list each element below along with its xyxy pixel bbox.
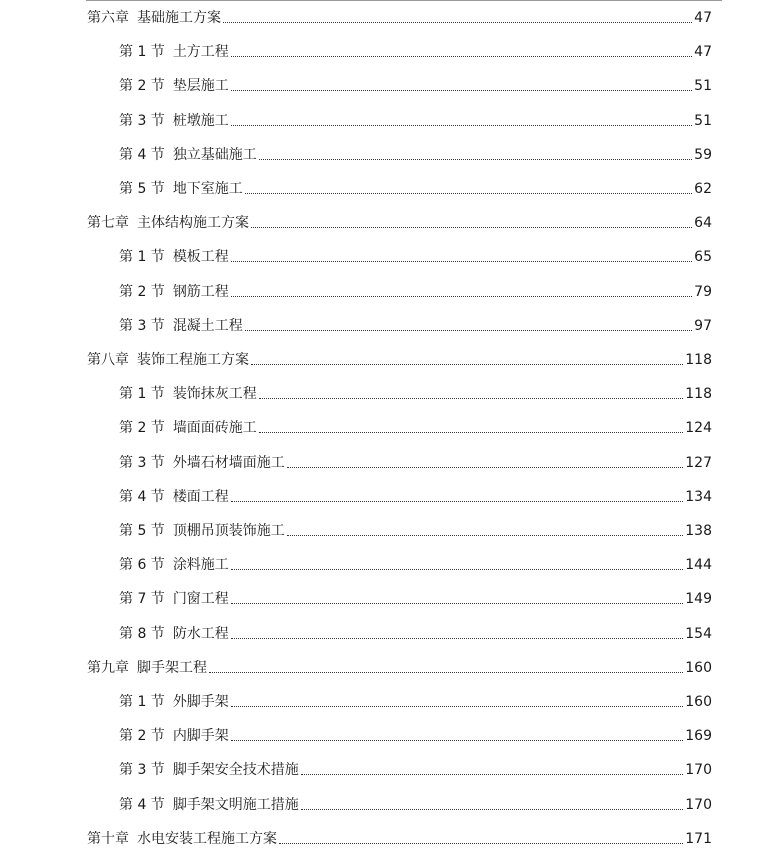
toc-entry-label xyxy=(119,454,285,472)
toc-entry-number: 第 3 节 xyxy=(119,317,165,334)
toc-entry-label xyxy=(119,248,229,266)
toc-page-number: 138 xyxy=(685,523,712,539)
toc-entry-title: 混凝土工程 xyxy=(172,317,243,334)
dot-leader xyxy=(287,466,683,468)
toc-entry-label xyxy=(119,761,299,779)
dot-leader xyxy=(259,397,683,399)
toc-chapter-entry[interactable] xyxy=(87,659,712,677)
toc-entry-label xyxy=(119,77,229,95)
toc-section-entry[interactable] xyxy=(119,522,712,540)
toc-page-number: 97 xyxy=(694,317,712,334)
toc-page-number: 118 xyxy=(685,352,712,368)
toc-entry-label xyxy=(119,419,257,437)
dot-leader xyxy=(231,55,692,57)
toc-section-entry[interactable] xyxy=(119,693,712,711)
toc-section-entry[interactable] xyxy=(119,761,712,779)
dot-leader xyxy=(209,671,683,673)
toc-entry-number: 第 1 节 xyxy=(119,386,165,403)
toc-entry-number: 第 2 节 xyxy=(119,78,165,95)
toc-entry-number: 第 4 节 xyxy=(119,146,165,163)
toc-entry-title: 门窗工程 xyxy=(172,591,229,608)
toc-entry-title: 墙面面砖施工 xyxy=(172,420,257,437)
toc-entry-title: 涂料施工 xyxy=(172,557,229,574)
toc-entry-title: 模板工程 xyxy=(172,249,229,266)
toc-section-entry[interactable] xyxy=(119,556,712,574)
toc-entry-label xyxy=(87,214,249,232)
dot-leader xyxy=(223,21,692,23)
toc-entry-number: 第 4 节 xyxy=(119,796,165,813)
toc-section-entry[interactable] xyxy=(119,248,712,266)
toc-chapter-entry[interactable] xyxy=(87,214,712,232)
toc-entry-number: 第 5 节 xyxy=(119,181,165,197)
toc-page-number: 62 xyxy=(694,181,712,197)
toc-section-entry[interactable] xyxy=(119,112,712,130)
toc-page-number: 134 xyxy=(685,488,712,505)
toc-entry-number: 第 1 节 xyxy=(119,249,165,266)
toc-entry-number: 第 5 节 xyxy=(119,523,165,539)
dot-leader xyxy=(259,431,683,433)
toc-entry-label xyxy=(87,9,221,27)
toc-section-entry[interactable] xyxy=(119,385,712,403)
dot-leader xyxy=(259,158,692,160)
toc-entry-title: 装饰工程施工方案 xyxy=(137,352,249,368)
dot-leader xyxy=(301,773,683,775)
toc-page-number: 124 xyxy=(685,420,712,437)
toc-page-number: 64 xyxy=(694,215,712,232)
toc-entry-number: 第 1 节 xyxy=(119,694,165,710)
toc-page-number: 149 xyxy=(685,591,712,608)
toc-chapter-entry[interactable] xyxy=(87,9,712,27)
toc-entry-number: 第 6 节 xyxy=(119,557,165,574)
toc-entry-title: 内脚手架 xyxy=(172,728,229,745)
toc-section-entry[interactable] xyxy=(119,43,712,61)
toc-page-number: 118 xyxy=(685,386,712,403)
toc-section-entry[interactable] xyxy=(119,488,712,506)
toc-page-number: 127 xyxy=(685,454,712,471)
toc-entry-title: 主体结构施工方案 xyxy=(137,215,249,232)
toc-entry-title: 垫层施工 xyxy=(172,78,229,95)
toc-page-number: 79 xyxy=(694,283,712,300)
toc-page-number: 51 xyxy=(694,78,712,95)
toc-entry-number: 第 1 节 xyxy=(119,44,165,61)
toc-entry-label xyxy=(119,556,229,574)
toc-entry-number: 第 3 节 xyxy=(119,762,165,779)
toc-entry-title: 脚手架文明施工措施 xyxy=(172,796,299,813)
toc-entry-number: 第 8 节 xyxy=(119,625,165,642)
toc-entry-title: 顶棚吊顶装饰施工 xyxy=(172,523,285,539)
toc-entry-number: 第 7 节 xyxy=(119,591,165,608)
dot-leader xyxy=(251,226,692,228)
toc-entry-number: 第九章 xyxy=(87,659,129,676)
toc-entry-title: 桩墩施工 xyxy=(172,112,229,129)
toc-entry-title: 地下室施工 xyxy=(172,181,243,197)
toc-section-entry[interactable] xyxy=(119,283,712,301)
toc-entry-title: 基础施工方案 xyxy=(137,10,221,26)
toc-entry-label xyxy=(119,385,257,403)
dot-leader xyxy=(231,568,683,570)
toc-entry-number: 第十章 xyxy=(87,830,129,847)
toc-section-entry[interactable] xyxy=(119,796,712,814)
toc-entry-title: 外墙石材墙面施工 xyxy=(172,454,285,471)
toc-entry-title: 装饰抹灰工程 xyxy=(172,386,257,403)
toc-page-number: 154 xyxy=(685,625,712,642)
toc-section-entry[interactable] xyxy=(119,625,712,643)
toc-section-entry[interactable] xyxy=(119,77,712,95)
toc-entry-label xyxy=(119,727,229,745)
toc-entry-label xyxy=(87,659,207,677)
dot-leader xyxy=(231,637,683,639)
toc-section-entry[interactable] xyxy=(119,419,712,437)
dot-leader xyxy=(231,260,692,262)
toc-entry-title: 外脚手架 xyxy=(172,694,229,710)
toc-entry-title: 水电安装工程施工方案 xyxy=(137,830,277,847)
toc-entry-label xyxy=(119,590,229,608)
toc-entry-label xyxy=(119,180,243,198)
toc-page-number: 59 xyxy=(694,146,712,163)
toc-entry-number: 第 3 节 xyxy=(119,454,165,471)
toc-chapter-entry[interactable] xyxy=(87,830,712,848)
dot-leader xyxy=(231,295,692,297)
toc-entry-label xyxy=(119,693,229,711)
toc-chapter-entry[interactable] xyxy=(87,351,712,369)
toc-entry-number: 第 3 节 xyxy=(119,112,165,129)
toc-page-number: 171 xyxy=(685,830,712,847)
toc-page-number: 170 xyxy=(685,762,712,779)
toc-entry-label xyxy=(119,625,229,643)
dot-leader xyxy=(279,842,683,844)
toc-entry-title: 钢筋工程 xyxy=(172,283,229,300)
dot-leader xyxy=(231,705,683,707)
toc-entry-label xyxy=(119,283,229,301)
toc-entry-label xyxy=(119,43,229,61)
dot-leader xyxy=(231,89,692,91)
toc-entry-label xyxy=(119,796,299,814)
toc-section-entry[interactable] xyxy=(119,727,712,745)
toc-section-entry[interactable] xyxy=(119,590,712,608)
top-rule xyxy=(86,0,722,1)
toc-entry-label xyxy=(119,522,285,540)
dot-leader xyxy=(287,534,683,536)
toc-page-number: 51 xyxy=(694,112,712,129)
toc-entry-label xyxy=(119,488,229,506)
toc-entry-label xyxy=(119,112,229,130)
toc-section-entry[interactable] xyxy=(119,317,712,335)
toc-section-entry[interactable] xyxy=(119,454,712,472)
toc-page-number: 160 xyxy=(685,659,712,676)
toc-page-number: 47 xyxy=(694,10,712,26)
toc-page-number: 169 xyxy=(685,728,712,745)
dot-leader xyxy=(231,124,692,126)
toc-page-number: 170 xyxy=(685,796,712,813)
toc-page-number: 47 xyxy=(694,44,712,61)
toc-entry-title: 土方工程 xyxy=(172,44,229,61)
toc-page-number: 65 xyxy=(694,249,712,266)
toc-entry-label xyxy=(119,317,243,335)
dot-leader xyxy=(231,602,683,604)
dot-leader xyxy=(231,739,683,741)
toc-entry-title: 脚手架工程 xyxy=(137,659,207,676)
toc-entry-number: 第 2 节 xyxy=(119,420,165,437)
dot-leader xyxy=(301,808,683,810)
toc-page-number: 144 xyxy=(685,557,712,574)
toc-entry-number: 第八章 xyxy=(87,352,129,368)
toc-entry-number: 第 2 节 xyxy=(119,728,165,745)
toc-entry-number: 第 2 节 xyxy=(119,283,165,300)
toc-entry-label xyxy=(87,830,277,848)
toc-entry-label xyxy=(119,146,257,164)
toc-section-entry[interactable] xyxy=(119,146,712,164)
toc-entry-label xyxy=(87,351,249,369)
dot-leader xyxy=(231,500,683,502)
toc-page-number: 160 xyxy=(685,694,712,710)
toc-section-entry[interactable] xyxy=(119,180,712,198)
dot-leader xyxy=(245,192,692,194)
toc-entry-number: 第 4 节 xyxy=(119,488,165,505)
toc-entry-title: 独立基础施工 xyxy=(172,146,257,163)
toc-entry-number: 第七章 xyxy=(87,215,129,232)
toc-entry-number: 第六章 xyxy=(87,10,129,26)
dot-leader xyxy=(245,329,692,331)
dot-leader xyxy=(251,363,683,365)
toc-entry-title: 脚手架安全技术措施 xyxy=(172,762,299,779)
toc-entry-title: 楼面工程 xyxy=(172,488,229,505)
toc-entry-title: 防水工程 xyxy=(172,625,229,642)
